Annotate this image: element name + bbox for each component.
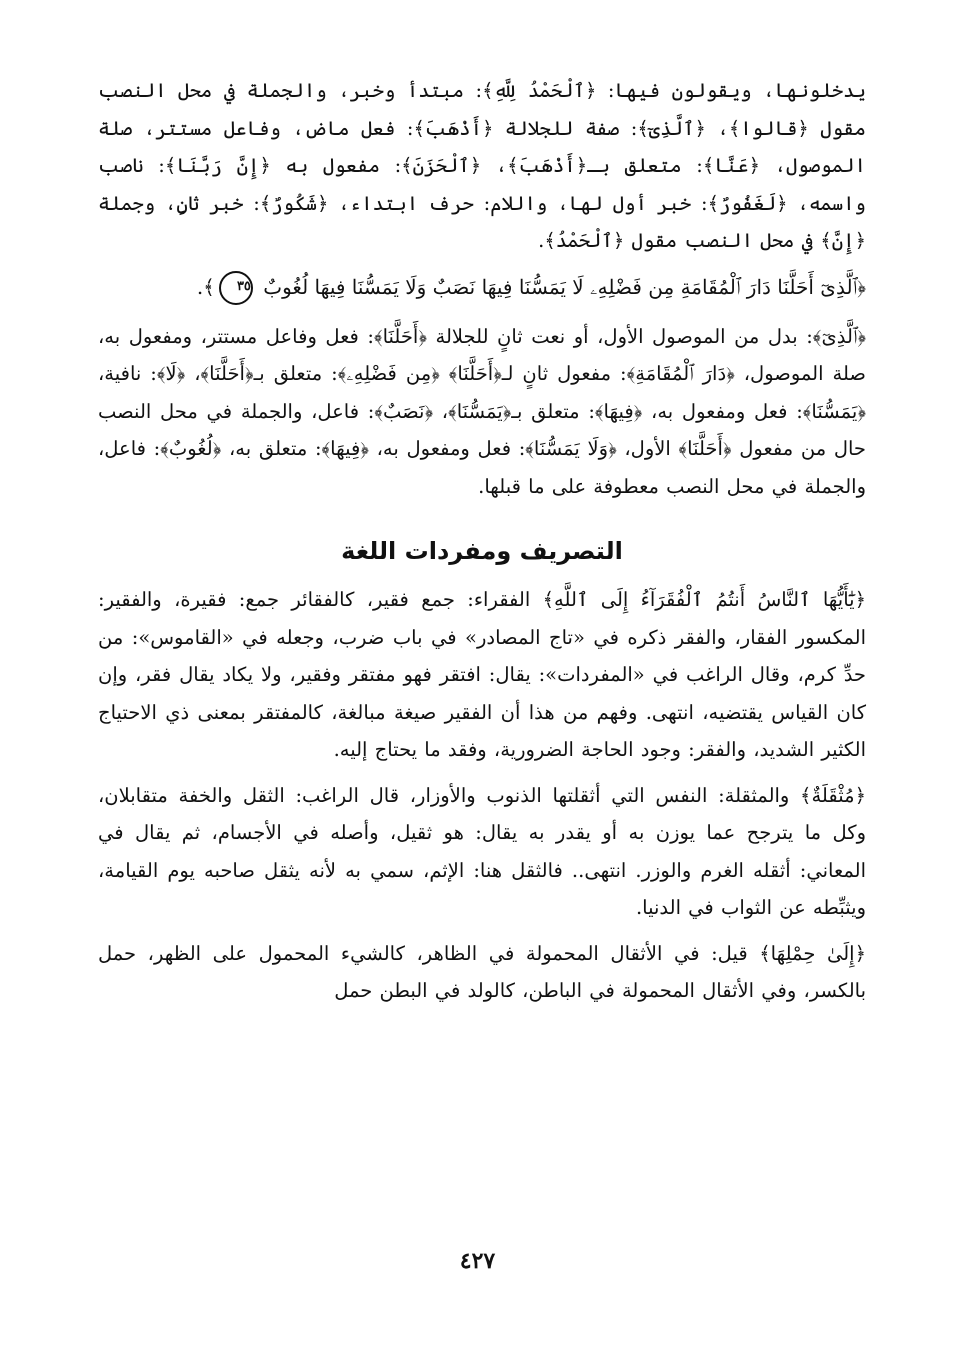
page-number: ٤٢٧	[459, 1248, 496, 1274]
paragraph-vocab-3: ﴿إِلَىٰ حِمْلِهَا﴾ قيل: في الأثقال المحمولة في الظاهر، كالشيء المحمول على الظهر، حمل بالكسر، وفي الأثقال المحمولة في الباطن، كالولد في البطن حمل	[98, 941, 866, 1002]
ayah-number: ٣٥	[236, 279, 251, 294]
paragraph-grammar-2: ﴿ٱلَّذِىٓ﴾: بدل من الموصول الأول، أو نعت ثانٍ للجلالة ﴿أَحَلَّنَا﴾: فعل وفاعل مستتر، ومفعول به، صلة الموصول، ﴿دَارَ ٱلْمُقَامَةِ﴾: مفعول ثانٍ لـ﴿أَحَلَّنَا﴾ ﴿مِن فَضْلِهِۦ﴾: متعلق بـ﴿أَحَلَّنَا﴾، ﴿لَا﴾: نافية، ﴿يَمَسُّنَا﴾: فعل ومفعول به، ﴿فِيهَا﴾: متعلق بـ﴿يَمَسُّنَا﴾، ﴿نَصَبٌ﴾: فاعل، والجملة في محل النصب حال من مفعول ﴿أَحَلَّنَا﴾ الأول، ﴿وَلَا يَمَسُّنَا﴾: فعل ومفعول به، ﴿فِيهَا﴾: متعلق به، ﴿لُغُوبٌ﴾: فاعل، والجملة في محل النصب معطوفة على ما قبلها.	[98, 324, 866, 498]
verse-text: ﴿ٱلَّذِىٓ أَحَلَّنَا دَارَ ٱلْمُقَامَةِ مِن فَضْلِهِۦ لَا يَمَسُّنَا فِيهَا نَصَبٌ وَلَا يَمَسُّنَا فِيهَا لُغُوبٌ	[263, 274, 866, 299]
paragraph-vocab-2: ﴿مُثْقَلَةٌ﴾ والمثقلة: النفس التي أثقلتها الذنوب والأوزار، قال الراغب: الثقل والخفة متقابلان، وكل ما يترجح عما يوزن به أو يقدر به يقال: هو ثقيل، وأصله في الأجسام، ثم يقال في المعاني: أثقله الغرم والوزر. انتهى.. فالثقل هنا: الإثم، سمي به لأنه يثقل صاحبه يوم القيامة، ويثبِّطه عن الثواب في الدنيا.	[98, 783, 866, 919]
quran-verse	[98, 268, 866, 306]
paragraph-grammar-1: يدخلونها، ويقولون فيها: ﴿ٱلْحَمْدُ لِلَّهِ﴾: مبتدأ وخبر، والجملة في محل النصب مقول ﴿قالوا﴾، ﴿ٱلَّذِىٓ﴾: صفة للجلالة ﴿أَذْهَبَ﴾: فعل ماض، وفاعل مستتر، صلة الموصول، ﴿عَنَّا﴾: متعلق بـ﴿أَذْهَبَ﴾، ﴿ٱلْحَزَنَ﴾: مفعول به ﴿إِنَّ رَبَّنَا﴾: ناصب واسمه، ﴿لَغَفُورٌ﴾: خبر أول لها، واللام: حرف ابتداء، ﴿شَكُورٌ﴾: خبر ثانٍ، وجملة ﴿إِنَّ﴾ في محل النصب مقول ﴿ٱلْحَمْدُ﴾.	[98, 79, 866, 252]
page-body	[98, 72, 866, 1018]
verse-closing: ﴾.	[196, 274, 215, 299]
section-heading: التصريف ومفردات اللغة	[341, 537, 623, 565]
paragraph-vocab-1: ﴿يَٰٓأَيُّهَا ٱلنَّاسُ أَنتُمُ ٱلْفُقَرَآءُ إِلَى ٱللَّهِ﴾ الفقراء: جمع فقير، كالفقائر جمع: فقيرة، والفقير: المكسور الفقار، والفقر ذكره في «تاج المصادر» في باب ضرب، وجعله في «القاموس»: من حدِّ كرم، وقال الراغب في «المفردات»: يقال: افتقر فهو مفتقر وفقير، ولا يكاد يقال فقر، وإن كان القياس يقتضيه، انتهى. وفهم من هذا أن الفقير صيغة مبالغة، كالمفتقر بمعنى ذي الاحتياج الكثير الشديد، والفقر: وجود الحاجة الضرورية، وفقد ما يحتاج إليه.	[98, 588, 866, 761]
ayah-number-icon	[219, 271, 253, 305]
